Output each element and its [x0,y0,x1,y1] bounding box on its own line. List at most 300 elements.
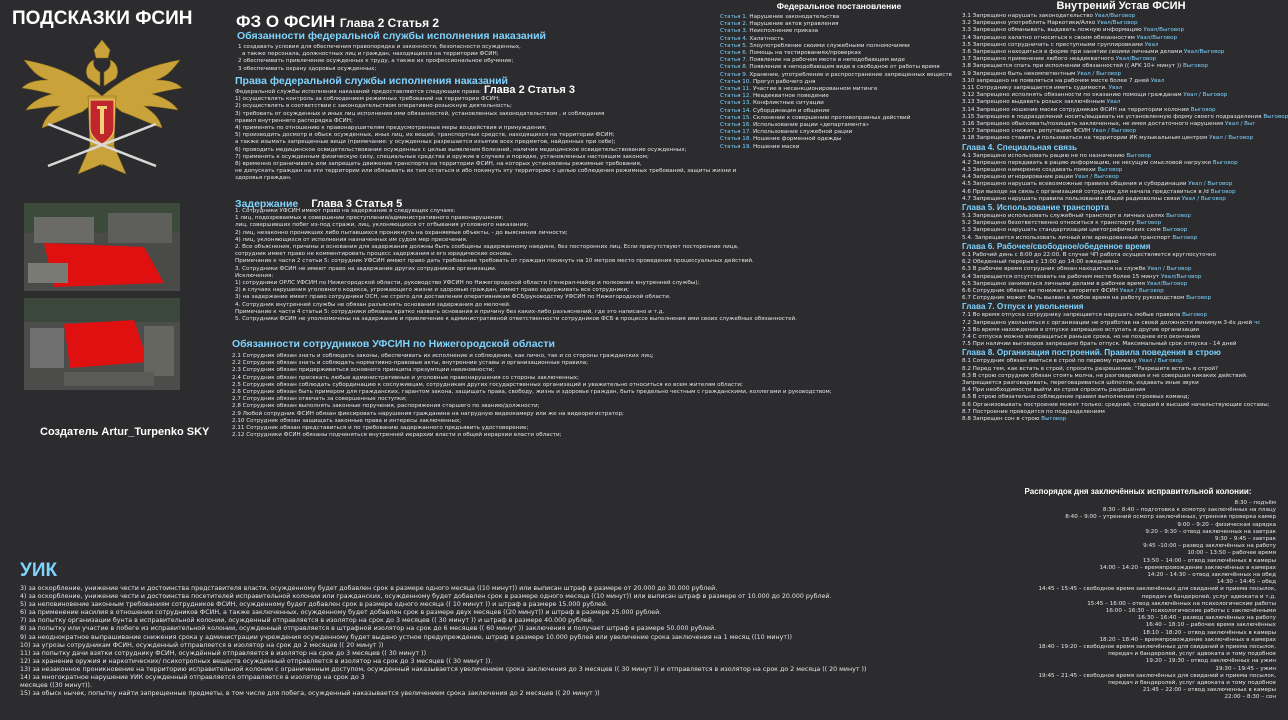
rule-text: 3.7 Запрещено применение любого неадекватного [962,56,1116,63]
federal-resolution-item [720,115,958,122]
federal-resolution-item [720,79,958,86]
rule-text: 5.1 Запрещено использовать служебный транспорт в личных целях [962,213,1167,220]
rule-penalty: Выговор [1263,113,1288,120]
article-number: Статья 3. [720,28,748,35]
list-item: 14) за многократное нарушение УИК осужденный отправляется отправляется в изолятор на срок до 3 [20,674,365,682]
article-text: Прогул рабочего дня [751,78,816,85]
rule-text: 7.3 Во время нахождения в отпуске запрещено вступать в другие организации [962,326,1200,333]
charter-chapter-list [962,358,1280,423]
list-item: 1 лиц, подозреваемых в совершении преступления/административного правонарушения; [235,215,504,222]
charter-rule [962,295,1280,302]
article-number: Статья 10. [720,78,752,85]
rule-text: 4.1 Запрещено использовать рацию не по назначению [962,152,1127,159]
schedule-item: 22:00 – 8:30 – сон [1224,694,1276,701]
article-number: Статья 14. [720,107,752,114]
charter-rule [962,213,1280,220]
rule-text: 4.2 Запрещено передавать в рацию информацию, не несущую смысловой нагрузки [962,159,1213,166]
federal-resolution-item [720,64,958,71]
rule-penalty: Увал / Выговор [1077,70,1122,77]
schedule-item: 16:30 – 16:40 – развод заключённых на работу [1137,615,1276,622]
rule-text: 3.5 Запрещено сотрудничать с преступными группировками [962,41,1145,48]
list-item: 3) на задержание имеет право сотрудники ОСН, не строго для доставления оперативникам ФСБ/руководству УФСИН по Нижегородской области. [235,294,671,301]
charter-rule [962,153,1280,160]
rule-text: 3.8 Запрещается спать при исполнении обязанностей (( AFK 10+ минут )) [962,63,1184,70]
rule-penalty: Увал / Выговор [1183,92,1228,99]
schedule-item: 16:00 – 16:30 – психологические работы с заключёнными [1105,608,1276,615]
list-item: Примечание к части 2 статьи 5: сотрудник УФСИН имеют право дать требование требовать от граждан покинуть на 10 метров место проведения процессуальных действий. [235,258,754,265]
charter-rule [962,174,1280,181]
rule-penalty: Увал / Выговор [1181,195,1226,202]
uik-list [20,585,866,698]
rule-penalty: Выговор [1166,213,1191,220]
charter-rule [962,13,1280,20]
charter-rule [962,128,1280,135]
rule-text: 6.7 Сотрудник может быть вызван в любое время на работу руководством [962,295,1187,302]
charter-rule [962,373,1280,380]
charter-rule [962,320,1280,327]
charter-rule [962,402,1280,409]
article-text: Участие в несанкционированном митинге [751,86,878,93]
fz-chapter: Глава 2 Статья 2 [339,16,440,30]
charter-rule [962,71,1280,78]
charter-rule [962,227,1280,234]
list-item: 7) за попытку организации бунта в исправительной колонии, осужденный отправляется в изолятор на срок до 3 месяцев (( 30 минут )) и штраф в размере 40.000 рублей. [20,617,594,625]
list-item: 8) временно ограничивать или запрещать движение транспорта на территории ФСИН, на которых установлены режимные требования, [235,161,642,168]
federal-resolution-item [720,57,958,64]
federal-resolution-item [720,14,958,21]
daily-schedule-panel [1000,487,1276,702]
colony-map-image-top [24,203,180,291]
article-number: Статья 15. [720,114,752,121]
list-item: 2.2 Сотрудник обязан знать и соблюдать нормативно-правовые акты, внутренние уставы и организационные правила; [232,360,589,367]
rule-text: 8.1 Сотрудник обязан явиться в строй по первому приказу [962,358,1139,365]
list-item: 2) лиц, незаконно проникших либо пытавшихся проникнуть на охраняемые объекты, - до выяснения личности; [235,229,568,236]
rule-text: 4.5 Запрещено нарушать всевозможные правила общения и субординации [962,181,1189,188]
rule-text: 8.7 Построение проводится по подразделениям [962,408,1105,415]
article-number: Статья 5. [720,42,748,49]
rule-penalty: чс [1253,319,1261,326]
list-item: 2.12 Сотрудники ФСИН обязаны подчиняться внутренней иерархии власти и общей иерархии власти области; [232,432,562,439]
rule-text: 3.1 Запрещено нарушать законодательство [962,13,1095,19]
charter-chapter-list [962,213,1280,242]
charter-rule [962,274,1280,281]
rule-text: 3.3 Запрещено обманывать, выдавать ложную информацию [962,27,1144,34]
charter-chapter-title: Глава 6. Рабочее/свободное/обеденное время [962,241,1151,251]
schedule-item: 9:30 – 9:45 – завтрак [1214,536,1276,543]
charter-rule [962,312,1280,319]
rule-penalty: Выговор [1212,159,1238,166]
uik-title: УИК [20,560,58,581]
schedule-item: 8:40 – 9:00 – утренний осмотр заключённых, утренняя проверка камер [1065,514,1276,521]
schedule-item: 8:30 – подъём [1234,500,1276,506]
rule-text: Запрещается разговаривать, переговариваться шёпотом, издавать иные звуки [962,379,1199,386]
charter-rule [962,252,1280,259]
article-number: Статья 17. [720,129,752,136]
list-item: 3 обеспечивать охрану здоровья осужденных; [238,65,377,72]
schedule-item: 13:50 – 14:00 – отвод заключённых в камеры [1142,557,1276,564]
rule-text: 6.6 Сотрудник обязан не понижать авторитет ФСИН [962,287,1120,294]
federal-resolution-item [720,86,958,93]
article-number: Статья 16. [720,122,752,129]
charter-rule [962,387,1280,394]
rule-penalty: Увал [1150,77,1165,84]
rule-penalty: Увал/Выговор [1143,27,1185,34]
list-item: 11) за попытку дачи взятки сотруднику ФСИН, осуждённый отправляется в изолятор на срок до 3 месяцев (( 30 минут )) [20,649,427,657]
schedule-item: 10:00 – 13:50 – рабочее время [1187,550,1276,557]
list-item: 2) осуществлять в соответствии с законодательством оперативно-розыскную деятельность; [235,103,512,110]
schedule-item: 18:20 – 18:40 – времяпровождение заключённых в камерах [1099,636,1276,643]
charter-chapter-list [962,252,1280,302]
rule-penalty: Увал/Выговор [1160,273,1202,280]
rule-penalty: Выговор [1210,188,1236,195]
charter-rule [962,35,1280,42]
rule-text: 6.1 Рабочий день с 8:00 до 22:00. В случае ЧП работа осуществляется круглосуточно [962,251,1216,258]
article-text: Помощь на тестированиях/проверках [747,50,862,57]
list-item: 2.9 Любой сотрудник ФСИН обязан фиксировать нарушения гражданина на нагрудную видеокамеру или же на видеорегистратор; [232,410,624,417]
internal-charter-title: Внутрений Устав ФСИН [1056,0,1186,12]
rule-text: 3.2 Запрещено употреблять Наркотики/Алко [962,20,1098,27]
charter-chapter-title: Глава 8. Организация построений. Правила поведения в строю [962,348,1221,358]
charter-rule [962,78,1280,85]
rule-text: 6.5 Запрещено заниматься личными делами в рабочее время [962,280,1147,287]
charter-rule [962,288,1280,295]
charter-rule [962,235,1280,242]
list-item: Исключения: [235,272,274,279]
federal-resolution-list [720,14,958,151]
charter-chapter-title: Глава 7. Отпуск и увольнения [962,302,1084,312]
federal-resolution-item [720,36,958,43]
schedule-item: 9:45 –10:00 – развод заключённых на работу [1143,543,1276,550]
list-item: 4) применять по отношению к правонарушителям предусмотренные меры воздействия и принуждения; [235,125,547,132]
list-item: 3) за оскорбление, унижение чести и достоинства представителя власти, осужденному будет добавлен срок в размере одного месяца ((10 минут)) или выписан штраф в размере от 20.000 до 30.000 рублей. [20,585,718,592]
list-item: 10) за угрозы сотрудникам ФСИН, осужденный отправляется в изолятор на срок до 2 месяцев (( 20 минут )) [20,641,384,649]
rule-text: 4.3 Запрещено намеренно создавать помехи [962,167,1098,174]
charter-rule [962,42,1280,49]
charter-rule [962,196,1280,203]
rule-penalty: Увал/Выговор [1094,13,1136,19]
rule-text: 3.13 Запрещено выдавать розыск заключённым [962,99,1107,106]
schedule-item: 8:30 – 8:40 – подготовка к осмотру заключённых на плацу [1102,507,1276,514]
list-item: 4) лиц, уклоняющихся от исполнения назначенных им судом мер пресечения. [235,236,468,243]
rule-text: 7.4 С отпуска можно возвращаться раньше срока, но не позднее его окончания [962,333,1201,340]
rule-penalty: Выговор [1182,312,1208,319]
rule-penalty: Увал / Выговор [1074,174,1119,181]
article-text: Ношение форменной одежды [751,136,842,143]
fz-section-rights-title: Права федеральной службы исполнения наказаний [235,75,508,87]
list-item: 2.7 Сотрудник обязан отвечать за совершенные поступки; [232,396,407,403]
schedule-item: 19:30 – 19:45 – ужин [1215,665,1276,672]
list-item: а также изымать запрещенные вещи (примечание: у осужденных разрешается изъятие всех предметов, найденных при себе); [235,139,616,146]
list-item: 2.5 Сотрудник обязан соблюдать субординацию к сослуживцам, сотрудникам других государственных организаций и уважительно относиться ко всем жителям области; [232,381,743,388]
fz-section-rights-list [235,89,736,183]
list-item: 9) за неоднократное выпрашивание снижения срока у администрации учреждения осужденному будет выдано устное предупреждение, штраф в размере 10.000 рублей или увеличение срока заключения на 1 месяц ((10 минут)) [20,633,792,641]
charter-rule [962,281,1280,288]
article-text: Неадекватное поведение [751,93,829,100]
rule-penalty: Увал / Выговор [1092,128,1137,135]
rule-penalty: Увал / Выговор [1147,266,1192,273]
charter-rule [962,220,1280,227]
charter-chapter-list [962,312,1280,348]
rule-penalty: Выговор [1162,227,1188,234]
charter-rule [962,92,1280,99]
rule-penalty: Выговор [1136,220,1162,227]
charter-rule [962,327,1280,334]
charter-rule [962,189,1280,196]
charter-rule [962,49,1280,56]
charter-rule [962,181,1280,188]
federal-resolution-title: Федеральное постановление [776,1,902,11]
list-item: правил внутреннего распорядка ФСИН; [235,117,353,124]
schedule-item: передач и бандеролей, услуг адвоката и т.д. [1141,593,1276,600]
rule-text: 8.5 В строю обязательно соблюдение правил выполнения строевых команд; [962,394,1190,401]
list-item: лиц, совершивших побег из-под стражи, лиц, уклоняющихся от отбывания уголовного наказания; [235,222,529,229]
charter-rule [962,63,1280,70]
rule-text: 7.2 Запрещено увольняться с организации не отработав на своей должности минимум 3-ёх дней [962,319,1254,326]
federal-resolution-item [720,108,958,115]
charter-rule [962,259,1280,266]
federal-resolution-item [720,100,958,107]
schedule-item: 21:45 – 22:00 – отвод заключенных в камеры [1142,687,1276,694]
charter-rule [962,266,1280,273]
article-number: Статья 12. [720,93,752,100]
rule-text: 7.5 При наличии выговоров запрещено брать отпуск. Максимальный срок отпуска - 14 дней [962,341,1237,348]
list-item: 5. Сотрудники ФСИН не уполномочены на задержание и привлечение к административной ответственности сотрудников ФСБ в процессе выполнения ими своих служебных обязанностей. [235,316,797,323]
list-item: 1) осуществлять контроль за соблюдением режимных требований на территории ФСИН; [235,96,500,103]
rule-text: 4.4 Запрещено игнорирование рации [962,174,1075,181]
list-item: 12) за хранение оружия и наркотических/ психотропных веществ осужденный отправляется в изолятор на срок до 3 месяцев (( 30 минут )). [20,657,493,665]
article-text: Использование служебной рации [751,129,853,136]
internal-charter-body [962,13,1288,423]
charter-rule [962,394,1280,401]
charter-rule [962,409,1280,416]
rule-text: 8.2 Перед тем, как встать в строй, спросить разрешение: "Разрешите встать в строй? [962,365,1218,372]
rule-penalty: Выговор [1183,63,1208,70]
charter-chapter-title: Глава 4. Специальная связь [962,142,1078,152]
schedule-item: 9:20 – 9:30 – отвод заключенных на завтрак [1145,528,1276,535]
fz-section-detention-list [235,208,797,323]
list-item: не допускать граждан на эти территории или обязывать их там остаться и ибо покинуть эту территорию с целью соблюдения режимных требований, защиты жизни и [235,168,737,175]
list-item: 15) за обыск нычек, попытку найти запрещенные предметы, в том числе для побега, осужденный наказывается увеличением срока заключения до 2 месяцев (( 20 минут )) [20,690,600,698]
article-number: Статья 11. [720,86,752,93]
article-number: Статья 7. [720,57,748,64]
list-item: 6) проводить медицинское освидетельствование осужденных с целью выявления болезней, наличия медицинское освидетельствование осужденных; [235,146,687,153]
list-item: 2.11 Сотрудник обязан представиться и по требованию задержанного предъявить удостоверение; [232,425,529,432]
fz-section-employee-duties-title: Обязанности сотрудников УФСИН по Нижегородской области [232,338,555,350]
schedule-item: 9:00 – 9:20 – физическая зарядка [1177,521,1276,528]
list-item: 13) за незаконное проникновение на территорию исправительной колонии с ограниченным доступом, осужденный наказывается увеличением срока заключения до 3 месяцев (( 30 минут )) и отправляется в изолятор на срок до 2 месяца (( 20 минут )) [20,665,867,673]
rule-text: 8.6 Организовывать построение может только: средний, старший и высший начальствующие составы; [962,401,1270,408]
list-item: 5) за неповиновение законным требованиям сотрудников ФСИН, осужденному будет добавлен срок в размере одного месяца (( 10 минут )) и штраф в размере 15.000 рублей. [20,601,608,609]
charter-rule [962,358,1280,365]
charter-rule [962,366,1280,373]
article-text: Неисполнение приказа [747,28,819,35]
rule-text: 3.12 Запрещено исполнять обязанности по оказанию помощи гражданам [962,92,1184,99]
charter-rule [962,341,1280,348]
daily-schedule-list [1000,500,1276,702]
federal-resolution-item [720,144,958,151]
charter-rule [962,113,1288,121]
article-text: Злоупотребление своими служебными полномочиями [747,42,910,49]
schedule-item: 14:45 – 15:45 – свободное время заключённых для свиданий и приема посылок, [1038,586,1276,593]
rule-text: 3.6 Запрещено находиться в форме при занятии своими личными делами [962,49,1184,56]
rule-text: 3.10 запрещено не появляться на рабочем месте более 7 дней [962,77,1151,84]
federal-resolution-panel [720,1,958,151]
article-text: Склонение к совершению противоправных действий [751,114,911,121]
list-item: 2.6 Сотрудник обязан быть примером для гражданских, гарантом закона, защищать права, свободу, жизнь и здоровье граждан, быть предельно честным с гражданскими, коллегами и руководством; [232,389,832,396]
fz-section-duties-list [238,44,521,73]
charter-rule [962,121,1280,128]
list-item: 2) в случаях нарушения уголовного кодекса, угрожающего жизни и здоровью граждан, имеют право задерживать все сотрудники; [235,287,630,294]
federal-resolution-item [720,43,958,50]
schedule-item: 18:10 – 18:20 – отвод заключённых в камеры [1142,629,1276,636]
charter-rule [962,135,1280,142]
colony-map-image-bottom [24,298,180,390]
rule-text: 6.4 Запрещается отсутствовать на рабочем месте более 15 минут [962,273,1161,280]
rule-text: 5.2 Запрещено безответственно относиться к транспорту [962,220,1137,227]
list-item: месяцев ((30 минут)). [20,682,92,690]
list-item: 3) требовать от осужденных и иных лиц исполнения ими обязанностей, установленных законодательством , и соблюдения [235,110,605,117]
list-item: 5) производить досмотр и обыск осужденных, иных лиц, их вещей, транспортных средств, находящихся на территории ФСИН; [235,132,615,139]
rule-penalty: Увал/Выговор [1097,20,1138,27]
list-item: 1) сотрудники ОРЛС УФСИН по Нижегородской области, руководство УФСИН по Нижегородской области (генерал-майор и полковник внутренней службы); [235,280,700,287]
federal-resolution-item [720,72,958,79]
rule-text: 3.9 Запрещено быть некомпетентным [962,70,1078,77]
rule-text: 3.14 Запрещено ношение маски сотрудникам ФСИН на территории колонии [962,106,1191,113]
rule-text: 3.4 Запрещено халатно относиться к своим обязанностям [962,34,1137,41]
schedule-item: 18:40 – 19:20 – свободное время заключённых для свиданий и приема посылок, [1038,644,1276,651]
article-number: Статья 8. [720,64,748,71]
article-number: Статья 6. [720,50,748,57]
double-headed-eagle-emblem-icon [18,36,186,186]
article-text: Ношение маски [751,143,800,150]
charter-rule [962,160,1280,167]
schedule-item: 15:45 – 16:00 – отвод заключённых на психологические работы [1087,600,1276,607]
rule-text: 6.3 В рабочее время сотрудник обязан находиться на службе [962,266,1148,273]
rule-penalty: Увал / Выговор [1209,135,1254,142]
rule-text: 3.15 Запрещено в подразделений носить/выдавать не установленную форму своего подразделения [962,113,1264,120]
list-item: 1 создавать условия для обеспечения правопорядка и законности, безопасности осужденных, [238,44,521,50]
list-item: 2.10 Сотрудник обязан защищать законные права и интересы заключенных; [232,417,462,424]
federal-resolution-item [720,28,958,35]
article-number: Статья 1. [720,14,748,20]
fz-section-duties-title: Обязанности федеральной службы исполнения наказаний [237,30,546,42]
fz-section-detention-chapter: Глава 3 Статья 5 [311,198,403,210]
rule-penalty: Увал/Выговор [1136,34,1178,41]
article-text: Нарушение законодательства [747,14,840,20]
daily-schedule-title: Распорядок дня заключённых исправительной колонии: [1024,487,1252,496]
fz-title [236,12,439,32]
list-item: 3. Сотрудники ФСИН не имеют право на задержание других сотрудников организации. [235,265,497,272]
charter-rule [962,167,1280,174]
list-item: 2.1 Сотрудник обязан знать и соблюдать законы, обеспечивать их исполнение и соблюдение, как лично, так и со стороны гражданских лиц; [232,353,654,359]
article-text: Конфликтные ситуации [751,100,824,107]
fz-section-rights-chapter: Глава 2 Статья 3 [484,84,575,96]
list-item: 1. Сотрудники УФСИН имеют право на задержание в следующих случаях: [235,208,456,214]
rule-penalty: Увал / Выговор [1119,287,1164,294]
rule-penalty: Выговор [1172,234,1198,241]
article-text: Нарушение актов управления [747,21,839,28]
left-title: ПОДСКАЗКИ ФСИН [12,8,193,29]
charter-rule [962,416,1280,423]
rule-text: 3.11 Сотруднику запрещается иметь судимости. [962,85,1109,92]
schedule-item: 19:45 – 21:45 – свободное время заключённых для свиданий и приема посылок, [1038,672,1276,679]
list-item: 2.4 Сотрудник обязан пресекать любые административные и уголовные правонарушения со стороны заключенных; [232,374,579,381]
rule-text: 4.6 При выходе на связь с организацией сотрудник для начала представиться в /d [962,188,1211,195]
rule-penalty: Выговор [1186,295,1211,302]
list-item: 8) за попытку или участие в побеге из исправительной колонии, осужденный отправляется в штрафной изолятор на срок до 6 месяцев (( 60 минут )) заключения и получает штраф в размере 50.000 рублей. [20,625,717,633]
schedule-item: 14:30 – 14:45 – обед [1216,579,1276,586]
charter-rule [962,107,1280,114]
rule-text: 5.4. Запрещается использовать личный или арендованный транспорт [962,234,1173,241]
article-text: Появление на рабочем месте в неподобающем виде [747,57,905,64]
federal-resolution-item [720,21,958,28]
internal-charter-panel [962,0,1288,423]
article-text: Халатность [747,35,784,42]
rule-text: 8.3 В строю сотрудник обязан стоять молча, не разговаривая и не совершая никаких действий. [962,372,1248,379]
rule-text: 8.8 Запрещен сон в строю [962,415,1042,422]
schedule-item: 14:00 – 14:20 – времяпровождение заключённых в камерах [1099,564,1276,571]
schedule-item: 16:40 – 18:10 – рабочее время заключённых [1145,622,1276,629]
article-number: Статья 18. [720,136,752,143]
list-item: 2.3 Сотрудник обязан придерживаться основного принципа презумпции невиновности; [232,367,495,374]
rule-penalty: Увал / Выговор [1138,358,1183,365]
list-item: 2. Все объяснения, причины и основания для задержания должны быть сообщены задержанному наедине, без посторонних лиц. Если присутствуют посторонние лица, [235,244,739,251]
rule-text: 8.4 При необходимости выйти из строя спросить разрешения [962,387,1146,394]
list-item: 4. Сотрудник внутренней службы не обязан разъяснять основания задержания до мелочей. [235,301,511,308]
fz-title-text: ФЗ О ФСИН [236,12,336,31]
article-text: Появление в неподобающем виде в свободное от работы время [747,64,940,71]
federal-resolution-item [720,136,958,143]
article-text: Использование рации «департамента» [751,122,870,129]
schedule-item: передач и бандеролей, услуг адвоката и тому подобное [1108,680,1276,687]
schedule-item: 14:20 – 14:30 – отвод заключённых на обед [1147,572,1276,579]
rule-penalty: Увал / Выговор [1188,181,1233,188]
rule-text: 3.16 Запрещено обыскивать/похищать заключенных, не имея достаточного нарушения [962,121,1225,128]
rule-penalty: Увал [1144,41,1159,48]
rule-penalty: Выговор [1190,106,1216,113]
rule-text: 5.3 Запрещено нарушать стандартизации цветографических схем [962,227,1163,234]
rule-text: 6.2 Обеденный перерыв с 13:00 до 14:00 ежедневно [962,259,1119,266]
charter-chapter-list [962,13,1288,143]
charter-rule [962,99,1280,106]
charter-rule [962,20,1280,27]
rule-penalty: Выговор [1097,167,1123,174]
charter-chapter-title: Глава 5. Использование транспорта [962,203,1109,213]
list-item: 2 обеспечивать привлечение осужденных к труду, а также их профессиональное обучение; [238,58,514,65]
schedule-item: 19:20 – 19:30 – отвод заключённых на ужин [1145,658,1276,665]
rule-penalty: Увал/Выговор [1115,56,1157,63]
list-item: а также персонала, должностных лиц и граждан, находящихся на территории ФСИН; [242,51,499,58]
fz-section-detention-title: Задержание [235,198,299,210]
article-text: Хранение, употребление и распространение запрещенных веществ [747,71,952,78]
rule-penalty: Выговор [1126,152,1152,159]
fz-section-employee-duties-list [232,353,832,439]
rule-text: 7.1 Во время отпуска сотруднику запрещается нарушать любые правила [962,312,1183,319]
list-item: 4) за оскорбление, унижение чести и достоинства посетителей исправительной колонии или гражданских, осужденному будет добавлен срок в размере одного месяца ((10 минут)) или выписан штраф в размере от 10.000 до 20.000 рублей. [20,593,832,601]
rule-penalty: Выговор [1041,415,1067,422]
rule-penalty: Увал/Выговор [1146,280,1188,287]
federal-resolution-item [720,93,958,100]
article-number: Статья 19. [720,143,752,150]
list-item: здоровья граждан. [235,175,292,182]
article-number: Статья 4. [720,35,748,42]
charter-rule [962,27,1280,34]
creator-credit: Создатель Artur_Turpenko SKY [40,426,210,438]
article-number: Статья 2. [720,21,748,28]
rule-penalty: Увал [1108,85,1123,92]
rule-penalty: Увал / Выг [1225,121,1256,128]
charter-rule [962,85,1280,92]
